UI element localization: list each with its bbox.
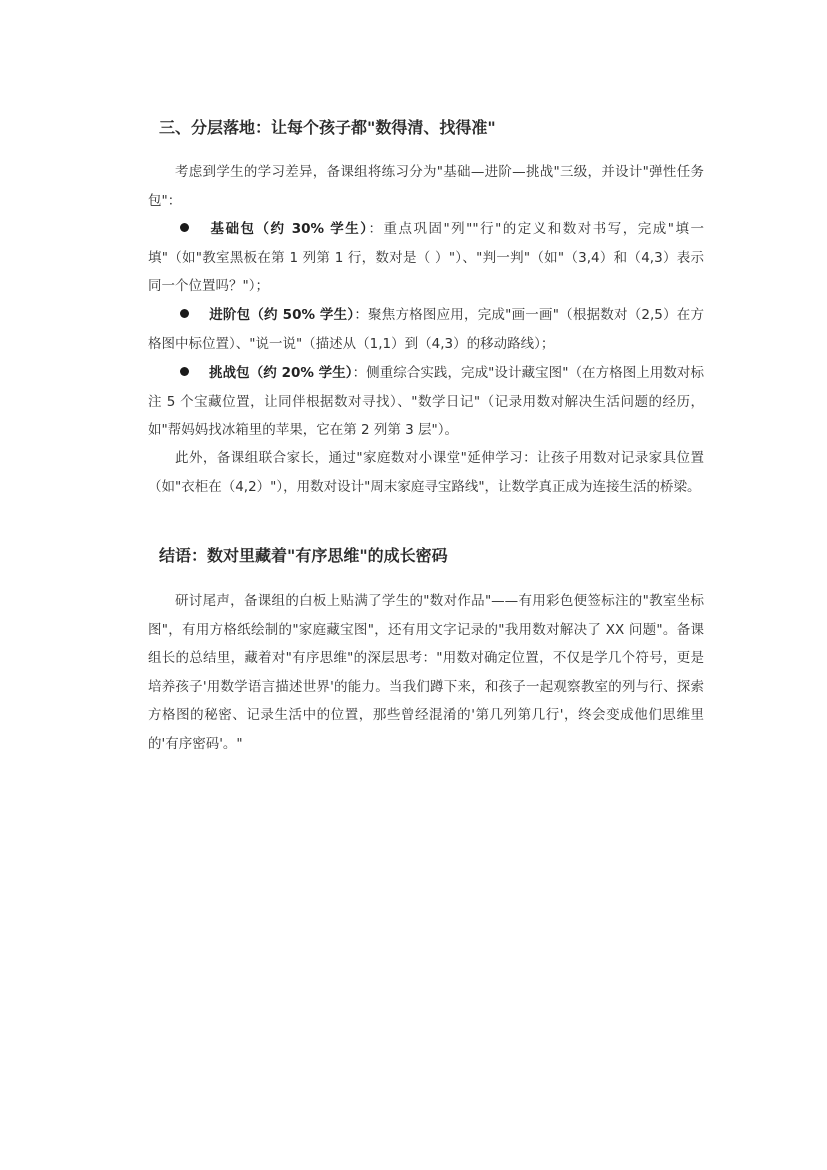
list-item-title: 基础包（约 30% 学生） <box>209 221 369 237</box>
list-item-text: ：重点巩固"列""行"的定义和数对书写，完成"填一填"（如"教室黑板在第 1 列第 1 行，数对是（ ）"）、"判一判"（如"（3,4）和（4,3）表示同一个位置吗？"）； <box>148 221 705 294</box>
list-item-text: ：侧重综合实践，完成"设计藏宝图"（在方格图上用数对标注 5 个宝藏位置，让同伴根据数对寻找）、"数学日记"（记录用数对解决生活问题的经历，如"帮妈妈找冰箱里的苹果，它在第 2 列第 3 层"）。 <box>148 365 704 438</box>
section-heading: 三、分层落地：让每个孩子都"数得清、找得准" <box>159 118 496 137</box>
list-item-advanced <box>148 301 704 358</box>
list-item-challenge <box>148 359 704 445</box>
list-item-basic <box>148 215 704 301</box>
list-item-title: 进阶包（约 50% 学生） <box>209 307 355 323</box>
bullet-icon <box>180 309 189 318</box>
intro-paragraph: 考虑到学生的学习差异，备课组将练习分为"基础—进阶—挑战"三级，并设计"弹性任务包"： <box>148 164 704 209</box>
bullet-icon <box>180 223 189 232</box>
conclusion-heading: 结语：数对里藏着"有序思维"的成长密码 <box>159 546 448 565</box>
list-item-title: 挑战包（约 20% 学生） <box>209 365 353 381</box>
extra-paragraph: 此外，备课组联合家长，通过"家庭数对小课堂"延伸学习：让孩子用数对记录家具位置（如"衣柜在（4,2）"），用数对设计"周末家庭寻宝路线"，让数学真正成为连接生活的桥梁。 <box>148 450 704 495</box>
list-item-text: ：聚焦方格图应用，完成"画一画"（根据数对（2,5）在方格图中标位置）、"说一说"（描述从（1,1）到（4,3）的移动路线）； <box>148 307 705 352</box>
bullet-icon <box>180 367 189 376</box>
conclusion-paragraph: 研讨尾声，备课组的白板上贴满了学生的"数对作品"——有用彩色便签标注的"教室坐标图"，有用方格纸绘制的"家庭藏宝图"，还有用文字记录的"我用数对解决了 XX 问题"。备课组长的总结里，藏着对"有序思维"的深层思考："用数对确定位置，不仅是学几个符号，更是培养孩子'用数学语言描述世界'的能力。当我们蹲下来，和孩子一起观察教室的列与行、探索方格图的秘密、记录生活中的位置，那些曾经混淆的'第几列第几行'，终会变成他们思维里的'有序密码'。" <box>148 593 704 752</box>
